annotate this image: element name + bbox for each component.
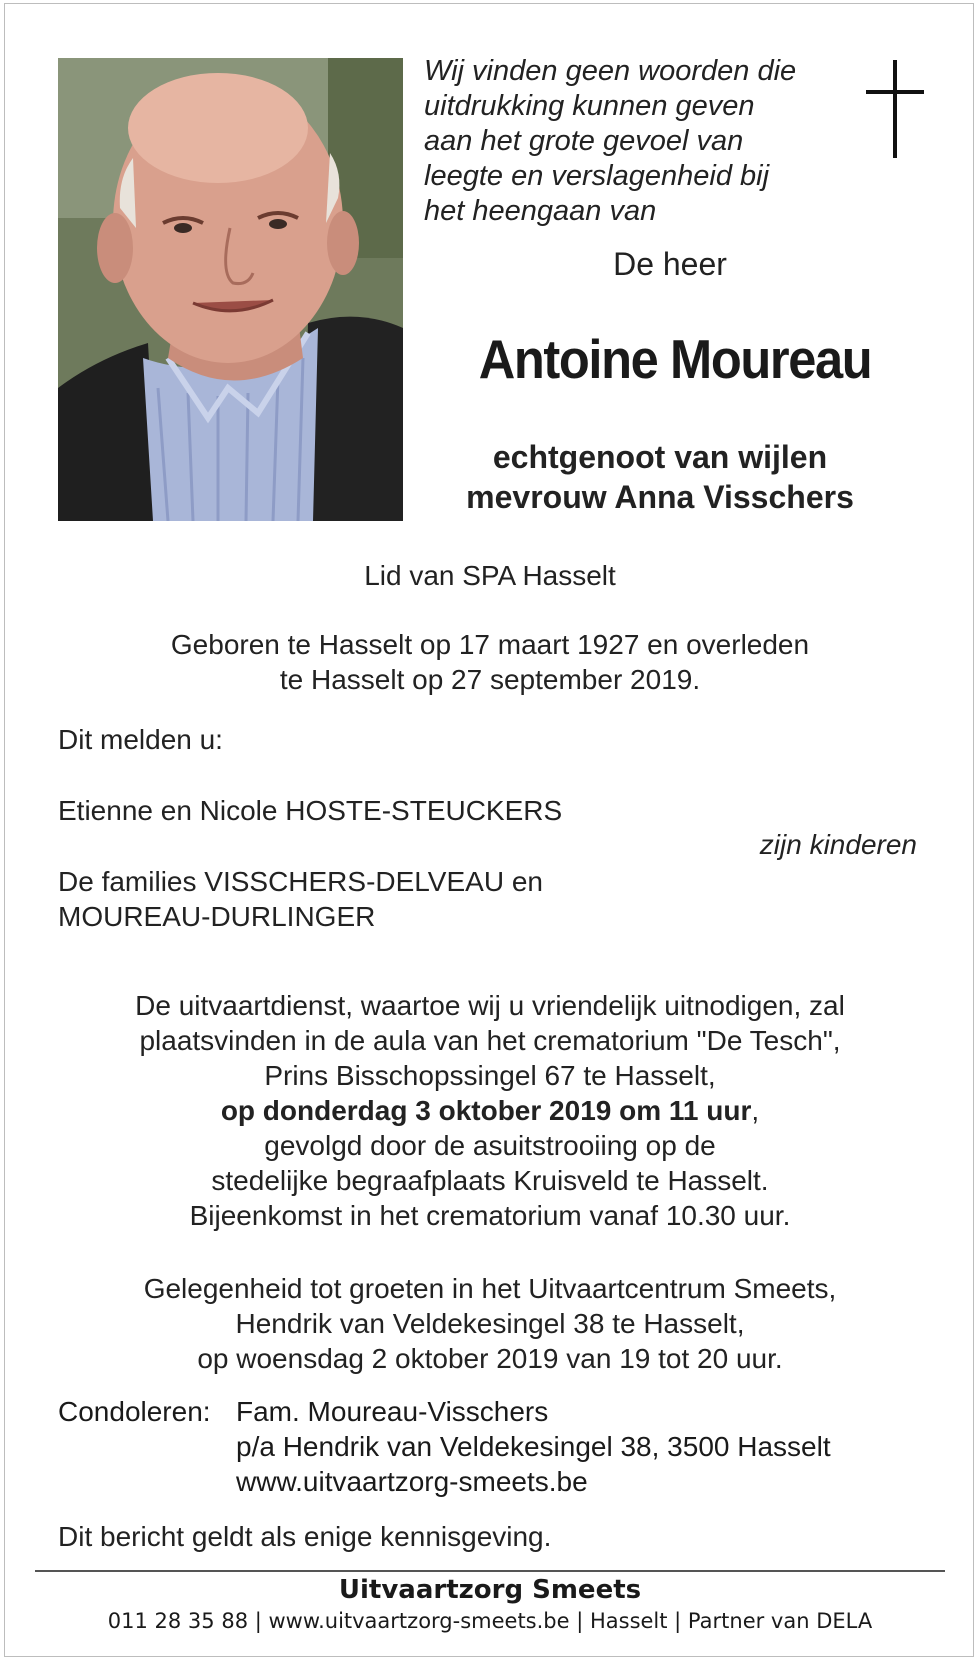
- footer-title: Uitvaartzorg Smeets: [338, 1575, 642, 1605]
- footer-contact: 011 28 35 88 | www.uitvaartzorg-smeets.be | Hasselt | Partner van DELA: [107, 1609, 873, 1633]
- service-line: De uitvaartdienst, waartoe wij u vriendelijk uitnodigen, zal: [135, 990, 845, 1021]
- salutation: De heer: [613, 246, 727, 282]
- visitation-info: [40, 1271, 940, 1376]
- service-line: stedelijke begraafplaats Kruisveld te Hasselt.: [211, 1165, 769, 1196]
- condolences-line: Fam. Moureau-Visschers: [236, 1396, 549, 1427]
- service-line: Prins Bisschopssingel 67 te Hasselt,: [264, 1060, 716, 1091]
- children-label: zijn kinderen: [759, 829, 917, 860]
- quote-line: aan het grote gevoel van: [424, 125, 744, 157]
- spouse-line: echtgenoot van wijlen: [492, 439, 828, 475]
- spouse-line: mevrouw Anna Visschers: [466, 479, 854, 515]
- funeral-service: [40, 988, 940, 1233]
- quote-line: uitdrukking kunnen geven: [424, 90, 755, 122]
- visitation-line: Hendrik van Veldekesingel 38 te Hasselt,: [235, 1308, 745, 1339]
- families-line: De families VISSCHERS-DELVEAU en: [58, 866, 543, 897]
- families-line: MOUREAU-DURLINGER: [58, 901, 376, 932]
- visitation-line: op woensdag 2 oktober 2019 van 19 tot 20 uur.: [197, 1343, 783, 1374]
- condolences-website: www.uitvaartzorg-smeets.be: [236, 1466, 588, 1497]
- quote-line: leegte en verslagenheid bij: [424, 160, 770, 192]
- service-date-line: [40, 1093, 940, 1128]
- portrait-illustration: [58, 58, 403, 521]
- birth-death-line: Geboren te Hasselt op 17 maart 1927 en overleden: [170, 629, 810, 660]
- condolences-line: p/a Hendrik van Veldekesingel 38, 3500 Hasselt: [236, 1431, 831, 1462]
- opening-quote: [424, 54, 844, 229]
- families: [58, 864, 543, 934]
- portrait-photo: [58, 58, 403, 521]
- visitation-line: Gelegenheid tot groeten in het Uitvaartcentrum Smeets,: [143, 1273, 837, 1304]
- spouse-info: [420, 437, 900, 517]
- membership: Lid van SPA Hasselt: [364, 560, 616, 591]
- notice: Dit bericht geldt als enige kennisgeving.: [58, 1521, 552, 1552]
- children-names: Etienne en Nicole HOSTE-STEUCKERS: [58, 795, 563, 826]
- service-date-suffix: ,: [751, 1095, 760, 1126]
- condolences-details: [236, 1394, 831, 1499]
- quote-line: Wij vinden geen woorden die: [424, 55, 797, 87]
- birth-death-info: [40, 627, 940, 697]
- birth-death-line: te Hasselt op 27 september 2019.: [279, 664, 701, 695]
- service-line: Bijeenkomst in het crematorium vanaf 10.30 uur.: [189, 1200, 791, 1231]
- quote-line: het heengaan van: [424, 195, 657, 227]
- deceased-name: Antoine Moureau: [478, 328, 872, 390]
- footer-divider: [35, 1570, 945, 1572]
- service-line: gevolgd door de asuitstrooiing op de: [264, 1130, 716, 1161]
- cross-icon: [866, 60, 924, 160]
- announcers-intro: Dit melden u:: [58, 724, 223, 755]
- service-date: op donderdag 3 oktober 2019 om 11 uur: [220, 1095, 752, 1126]
- service-line: plaatsvinden in de aula van het crematorium "De Tesch",: [139, 1025, 841, 1056]
- condolences-label: Condoleren:: [58, 1396, 211, 1427]
